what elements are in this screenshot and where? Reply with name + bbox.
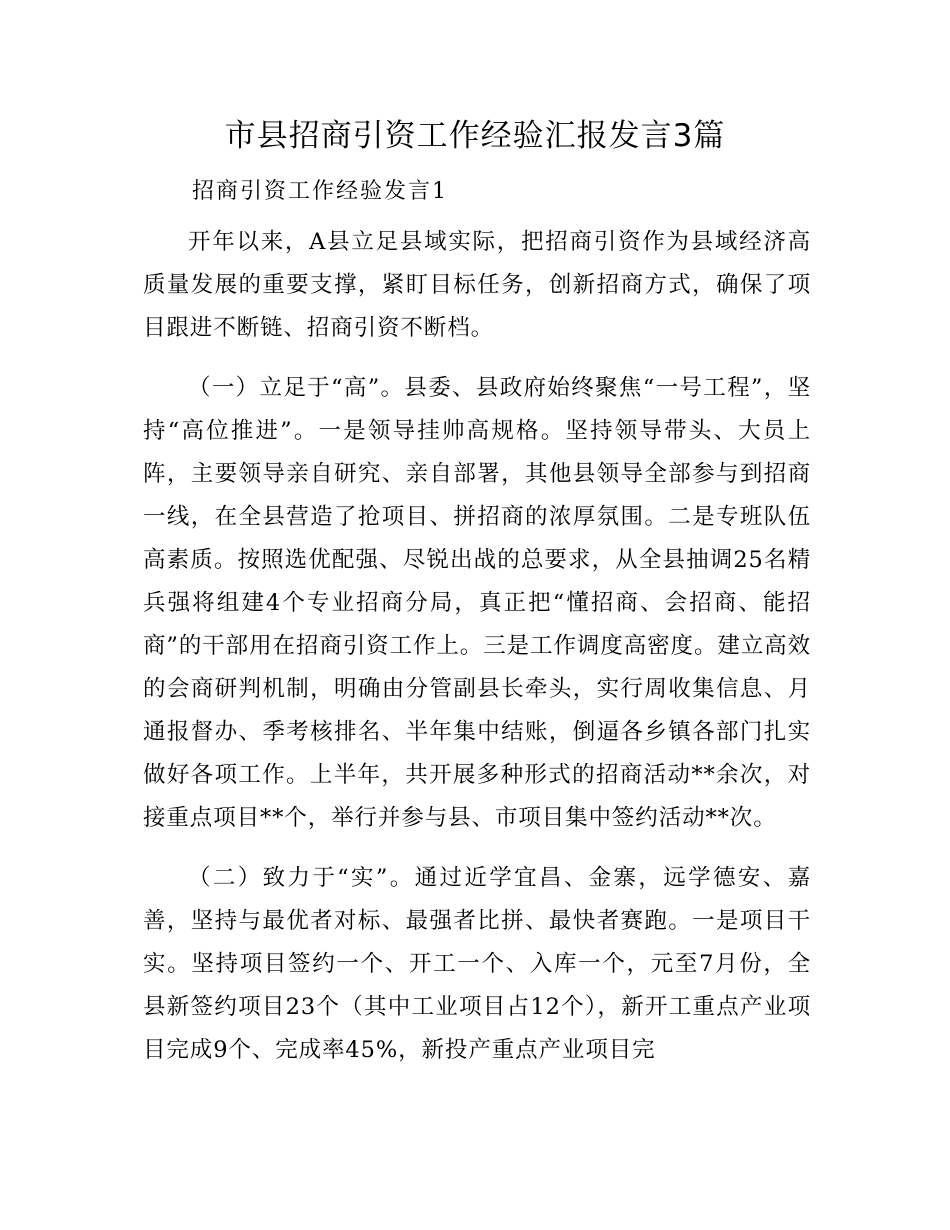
paragraph-intro: 开年以来，A县立足县域实际，把招商引资作为县域经济高质量发展的重要支撑，紧盯目标任务，创新招商方式，确保了项目跟进不断链、招商引资不断档。	[143, 229, 811, 341]
paragraph-section-one: （一）立足于“高”。县委、县政府始终聚焦“一号工程”，坚持“高位推进”。一是领导挂帅高规格。坚持领导带头、大员上阵，主要领导亲自研究、亲自部署，其他县领导全部参与到招商一线，在全县营造了抢项目、拼招商的浓厚氛围。二是专班队伍高素质。按照选优配强、尽锐出战的总要求，从全县抽调25名精兵强将组建4个专业招商分局，真正把“懂招商、会招商、能招商”的干部用在招商引资工作上。三是工作调度高密度。建立高效的会商研判机制，明确由分管副县长牵头，实行周收集信息、月通报督办、季考核排名、半年集中结账，倒逼各乡镇各部门扎实做好各项工作。上半年，共开展多种形式的招商活动**余次，对接重点项目**个，举行并参与县、市项目集中签约活动**次。	[143, 375, 811, 831]
section-heading: 招商引资工作经验发言1	[192, 179, 448, 204]
document-body	[143, 221, 811, 1072]
document-title: 市县招商引资工作经验汇报发言3篇	[224, 118, 726, 154]
paragraph-section-two: （二）致力于“实”。通过近学宜昌、金寨，远学德安、嘉善，坚持与最优者对标、最强者比拼、最快者赛跑。一是项目干实。坚持项目签约一个、开工一个、入库一个，元至7月份，全县新签约项目23个（其中工业项目占12个），新开工重点产业项目完成9个、完成率45%，新投产重点产业项目完	[143, 865, 811, 1063]
